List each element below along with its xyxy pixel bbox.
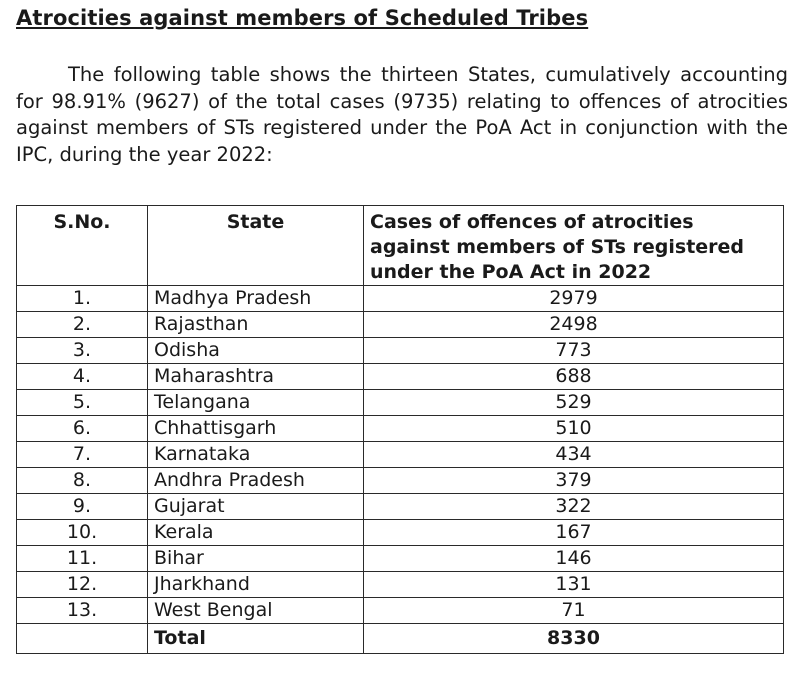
cases-cell: 510: [364, 416, 784, 442]
state-cell: Chhattisgarh: [148, 416, 364, 442]
state-cell: Bihar: [148, 546, 364, 572]
cases-cell: 434: [364, 442, 784, 468]
cases-cell: 379: [364, 468, 784, 494]
sno-cell: 2.: [17, 312, 148, 338]
state-cell: West Bengal: [148, 598, 364, 624]
table-row: [17, 390, 784, 416]
sno-cell: 1.: [17, 286, 148, 312]
cases-cell: 322: [364, 494, 784, 520]
states-table: [16, 205, 784, 654]
table-row: [17, 364, 784, 390]
state-cell: Andhra Pradesh: [148, 468, 364, 494]
intro-paragraph: The following table shows the thirteen States, cumulatively accounting for 98.91% (9627) of the total cases (9735) relating to offences of atrocities against members of STs registered under the PoA Act in conjunction with the IPC, during the year 2022:: [16, 63, 788, 166]
sno-cell: 3.: [17, 338, 148, 364]
header-state: State: [148, 206, 364, 286]
table-row: [17, 312, 784, 338]
table-row: [17, 572, 784, 598]
table-row: [17, 546, 784, 572]
cases-cell: 773: [364, 338, 784, 364]
state-cell: Kerala: [148, 520, 364, 546]
sno-cell: 8.: [17, 468, 148, 494]
state-cell: Karnataka: [148, 442, 364, 468]
table-row: [17, 416, 784, 442]
table-row: [17, 520, 784, 546]
table-row: [17, 598, 784, 624]
cases-cell: 2498: [364, 312, 784, 338]
sno-cell: 7.: [17, 442, 148, 468]
state-cell: Madhya Pradesh: [148, 286, 364, 312]
state-cell: Telangana: [148, 390, 364, 416]
sno-cell: 11.: [17, 546, 148, 572]
total-value: 8330: [364, 624, 784, 654]
state-cell: Maharashtra: [148, 364, 364, 390]
table-header-row: [17, 206, 784, 286]
cases-cell: 167: [364, 520, 784, 546]
sno-cell: 5.: [17, 390, 148, 416]
section-heading: Atrocities against members of Scheduled Tribes: [16, 6, 589, 30]
sno-cell: 13.: [17, 598, 148, 624]
header-cases: Cases of offences of atrocities against members of STs registered under the PoA Act in 2022: [364, 206, 784, 286]
cases-cell: 529: [364, 390, 784, 416]
total-blank-cell: [17, 624, 148, 654]
table-row: [17, 494, 784, 520]
table-row: [17, 468, 784, 494]
table-row: [17, 338, 784, 364]
sno-cell: 4.: [17, 364, 148, 390]
table-row: [17, 286, 784, 312]
sno-cell: 9.: [17, 494, 148, 520]
state-cell: Rajasthan: [148, 312, 364, 338]
total-row: [17, 624, 784, 654]
sno-cell: 6.: [17, 416, 148, 442]
header-sno: S.No.: [17, 206, 148, 286]
cases-cell: 2979: [364, 286, 784, 312]
cases-cell: 146: [364, 546, 784, 572]
cases-cell: 71: [364, 598, 784, 624]
state-cell: Jharkhand: [148, 572, 364, 598]
total-label: Total: [148, 624, 364, 654]
cases-cell: 688: [364, 364, 784, 390]
table-body: [17, 286, 784, 654]
state-cell: Gujarat: [148, 494, 364, 520]
cases-cell: 131: [364, 572, 784, 598]
table-row: [17, 442, 784, 468]
state-cell: Odisha: [148, 338, 364, 364]
sno-cell: 10.: [17, 520, 148, 546]
sno-cell: 12.: [17, 572, 148, 598]
